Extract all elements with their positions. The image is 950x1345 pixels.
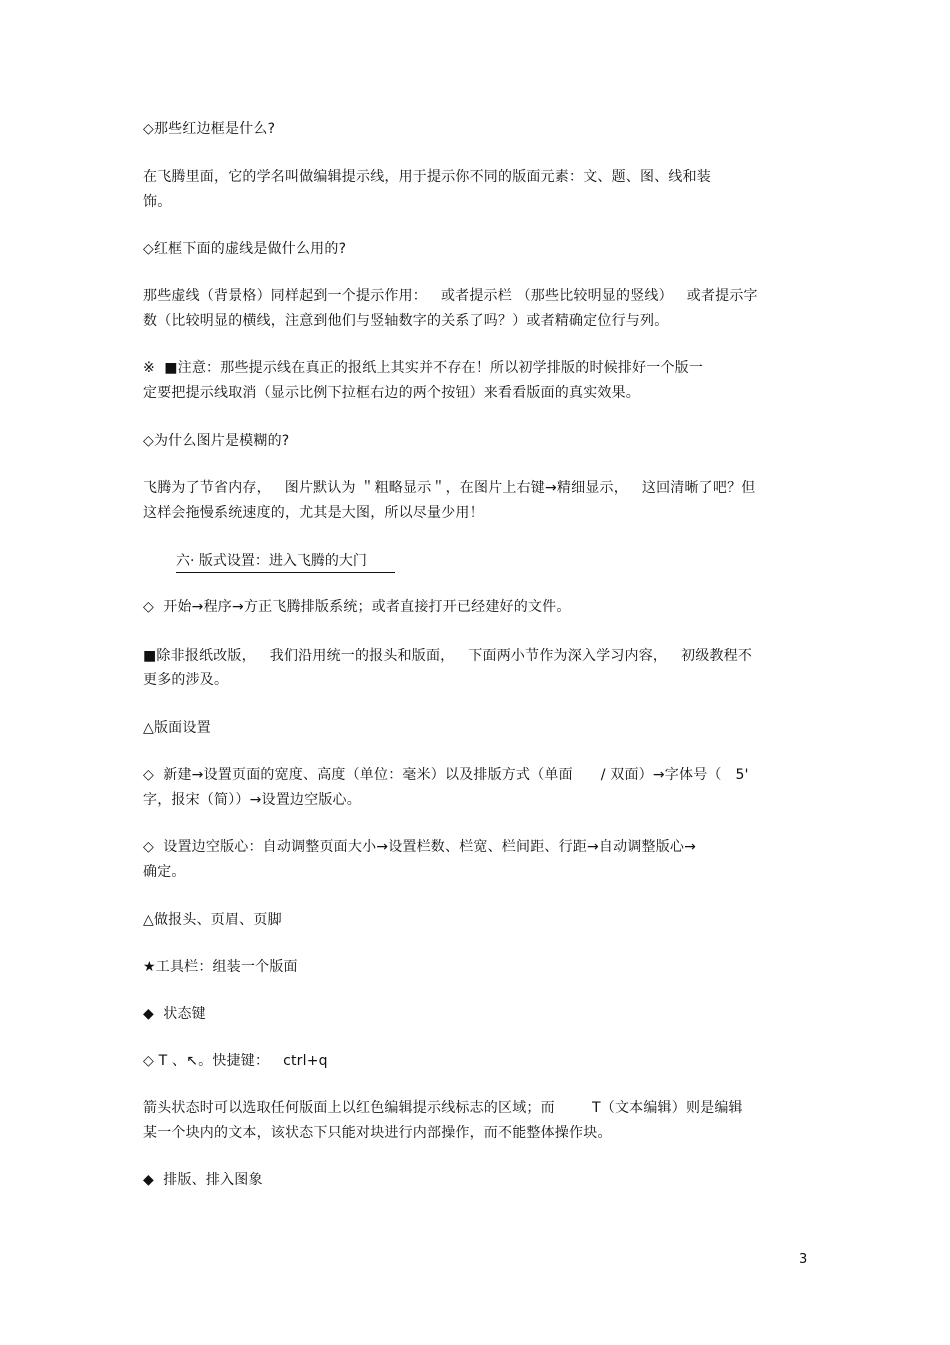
paragraph-line: 那些虚线（背景格）同样起到一个提示作用： 或者提示栏 （那些比较明显的竖线） 或者提示字 bbox=[143, 288, 758, 304]
paragraph-line: 这样会拖慢系统速度的，尤其是大图，所以尽量少用！ bbox=[143, 505, 484, 521]
subheading-typesetting: ◆ 排版、排入图象 bbox=[143, 1172, 263, 1188]
paragraph-line: 某一个块内的文本，该状态下只能对块进行内部操作，而不能整体操作块。 bbox=[143, 1125, 612, 1141]
note-line: 定要把提示线取消（显示比例下拉框右边的两个按钮）来看看版面的真实效果。 bbox=[143, 385, 640, 401]
subheading-page-setup: △版面设置 bbox=[143, 720, 211, 736]
paragraph-line: ◇ 新建→设置页面的宽度、高度（单位：毫米）以及排版方式（单面 / 双面）→字体号（ 5' bbox=[143, 767, 749, 783]
paragraph-line: ◇ 设置边空版心：自动调整页面大小→设置栏数、栏宽、栏间距、行距→自动调整版心→ bbox=[143, 839, 697, 855]
note-line: ※ ■注意：那些提示线在真正的报纸上其实并不存在！所以初学排版的时候排好一个版一 bbox=[143, 360, 704, 376]
subheading-masthead: △做报头、页眉、页脚 bbox=[143, 912, 282, 928]
paragraph-line: 飞腾为了节省内存， 图片默认为 ＂粗略显示＂，在图片上右键→精细显示， 这回清晰了吧？但 bbox=[143, 480, 756, 496]
paragraph-line: 在飞腾里面，它的学名叫做编辑提示线，用于提示你不同的版面元素：文、题、图、线和装 bbox=[143, 169, 711, 185]
subheading-state-keys: ◆ 状态键 bbox=[143, 1006, 206, 1022]
question-red-border: ◇那些红边框是什么? bbox=[143, 121, 276, 137]
paragraph-line: ◇ 开始→程序→方正飞腾排版系统；或者直接打开已经建好的文件。 bbox=[143, 599, 571, 615]
section-heading: 六· 版式设置：进入飞腾的大门 bbox=[176, 551, 395, 573]
paragraph-line: ■除非报纸改版， 我们沿用统一的报头和版面， 下面两小节作为深入学习内容， 初级教程不 bbox=[143, 648, 753, 664]
paragraph-line: 饰。 bbox=[143, 194, 172, 210]
paragraph-line: 更多的涉及。 bbox=[143, 672, 229, 688]
paragraph-line: 数（比较明显的横线，注意到他们与竖轴数字的关系了吗？）或者精确定位行与列。 bbox=[143, 313, 669, 329]
paragraph-line: 箭头状态时可以选取任何版面上以红色编辑提示线标志的区域；而 T（文本编辑）则是编辑 bbox=[143, 1100, 743, 1116]
paragraph-line: 确定。 bbox=[143, 864, 186, 880]
question-dashed-lines: ◇红框下面的虚线是做什么用的? bbox=[143, 241, 347, 257]
paragraph-line: 字，报宋（简））→设置边空版心。 bbox=[143, 792, 361, 808]
shortcut-line: ◇ T 、↖。快捷键： ctrl+q bbox=[143, 1053, 328, 1069]
subheading-toolbar: ★工具栏：组装一个版面 bbox=[143, 959, 298, 975]
page-number: 3 bbox=[799, 1252, 808, 1267]
question-blurry-image: ◇为什么图片是模糊的? bbox=[143, 433, 290, 449]
